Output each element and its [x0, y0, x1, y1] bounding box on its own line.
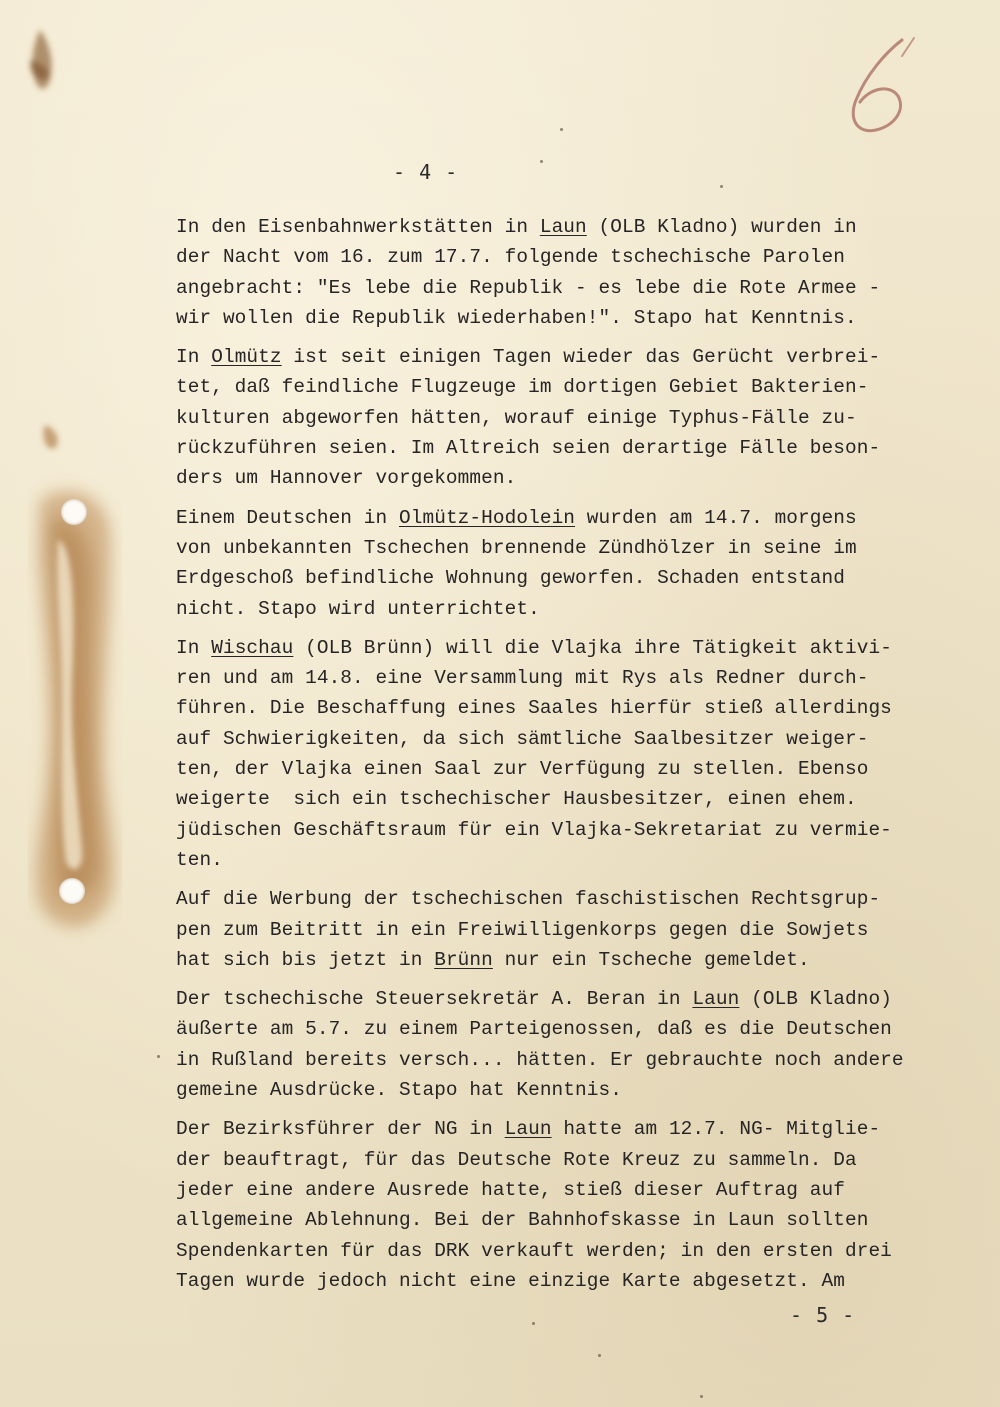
paragraph-text: Einem Deutschen in: [176, 506, 399, 529]
paragraph-text: (OLB Kladno) wurden in der Nacht vom 16. zum 17.7. folgende tschechische Parolen angebracht: "Es lebe die Republik - es lebe die Rote Armee - wir wollen die Republik wiederhaben!". Stapo hat Kenntnis.: [176, 216, 881, 329]
underlined-place-name: Laun: [539, 216, 587, 238]
pencil-folio-mark: [836, 30, 926, 140]
paper-speck: [157, 1055, 160, 1058]
paper-speck: [532, 1322, 535, 1325]
underlined-place-name: Wischau: [211, 636, 294, 659]
paragraph-text: Der tschechische Steuersekretär A. Beran in: [176, 988, 693, 1011]
paragraph-text: In den Eisenbahnwerkstätten in: [176, 216, 540, 238]
paragraph-text: ist seit einigen Tagen wieder das Gerücht verbrei- tet, daß feindliche Flugzeuge im dortigen Gebiet Bakterien- kulturen abgeworfen hätten, worauf einige Typhus-Fälle zu- rückzuführen seien. Im Altreich seien derartige Fälle beson- ders um Hannover vorgekommen.: [176, 346, 881, 490]
paragraph-text: Der Bezirksführer der NG in: [176, 1118, 505, 1141]
punch-hole-upper: [61, 499, 87, 525]
page-number: - 4 -: [393, 160, 459, 184]
paragraph-text: (OLB Brünn) will die Vlajka ihre Tätigkeit aktivi- ren und am 14.8. eine Versammlung mit Rys als Redner durch- führen. Die Beschaffung eines Saales hierfür stieß allerdings auf Schwierigkeiten, da sich sämtliche Saalbesitzer weiger- ten, der Vlajka einen Saal zur Verfügung zu stellen. Ebenso weigerte sich ein tschechischer Hausbesitzer, einen ehem. jüdischen Geschäftsraum für ein Vlajka-Sekretariat zu vermie- ten.: [176, 636, 892, 871]
paper-speck: [700, 1395, 703, 1398]
underlined-place-name: Olmütz: [211, 346, 282, 369]
paragraph-5: [176, 884, 916, 975]
paragraph-4: [176, 633, 916, 875]
catchword-next-page: - 5 -: [790, 1303, 856, 1327]
paper-speck: [598, 1354, 601, 1357]
paragraph-text: nur ein Tscheche gemeldet.: [492, 948, 810, 971]
paragraph-text: wurden am 14.7. morgens von unbekannten Tschechen brennende Zündhölzer in seine im Erdgeschoß befindliche Wohnung geworfen. Schaden entstand nicht. Stapo wird unterrichtet.: [176, 506, 857, 620]
paragraph-1: [176, 212, 916, 333]
paragraph-7: [176, 1114, 916, 1296]
paragraph-2: [176, 342, 916, 493]
paragraph-text: Auf die Werbung der tschechischen faschistischen Rechtsgrup- pen zum Beitritt in ein Freiwilligenkorps gegen die Sowjets hat sich bis jetzt in: [176, 888, 881, 971]
document-body: [176, 212, 916, 1305]
underlined-place-name: Laun: [692, 988, 740, 1011]
paper-speck: [540, 160, 543, 163]
paper-speck: [720, 185, 723, 188]
underlined-place-name: Brünn: [434, 948, 493, 971]
paragraph-6: [176, 984, 916, 1105]
paragraph-text: (OLB Kladno) äußerte am 5.7. zu einem Parteigenossen, daß es die Deutschen in Rußland bereits versch... hätten. Er gebrauchte noch andere gemeine Ausdrücke. Stapo hat Kenntnis.: [176, 988, 904, 1102]
underlined-place-name: Laun: [504, 1118, 552, 1141]
paragraph-3: [176, 503, 916, 624]
underlined-place-name: Olmütz-Hodolein: [399, 506, 576, 529]
paper-speck: [560, 128, 563, 131]
paragraph-text: In: [176, 346, 212, 369]
paragraph-text: In: [176, 636, 212, 659]
paragraph-text: hatte am 12.7. NG- Mitglie- der beauftragt, für das Deutsche Rote Kreuz zu sammeln. Da jeder eine andere Ausrede hatte, stieß dieser Auftrag auf allgemeine Ablehnung. Bei der Bahnhofskasse in Laun sollten Spendenkarten für das DRK verkauft werden; in den ersten drei Tagen wurde jedoch nicht eine einzige Karte abgesetzt. Am: [176, 1118, 892, 1292]
rust-stain-decoration: [0, 0, 200, 1407]
punch-hole-lower: [59, 878, 85, 904]
